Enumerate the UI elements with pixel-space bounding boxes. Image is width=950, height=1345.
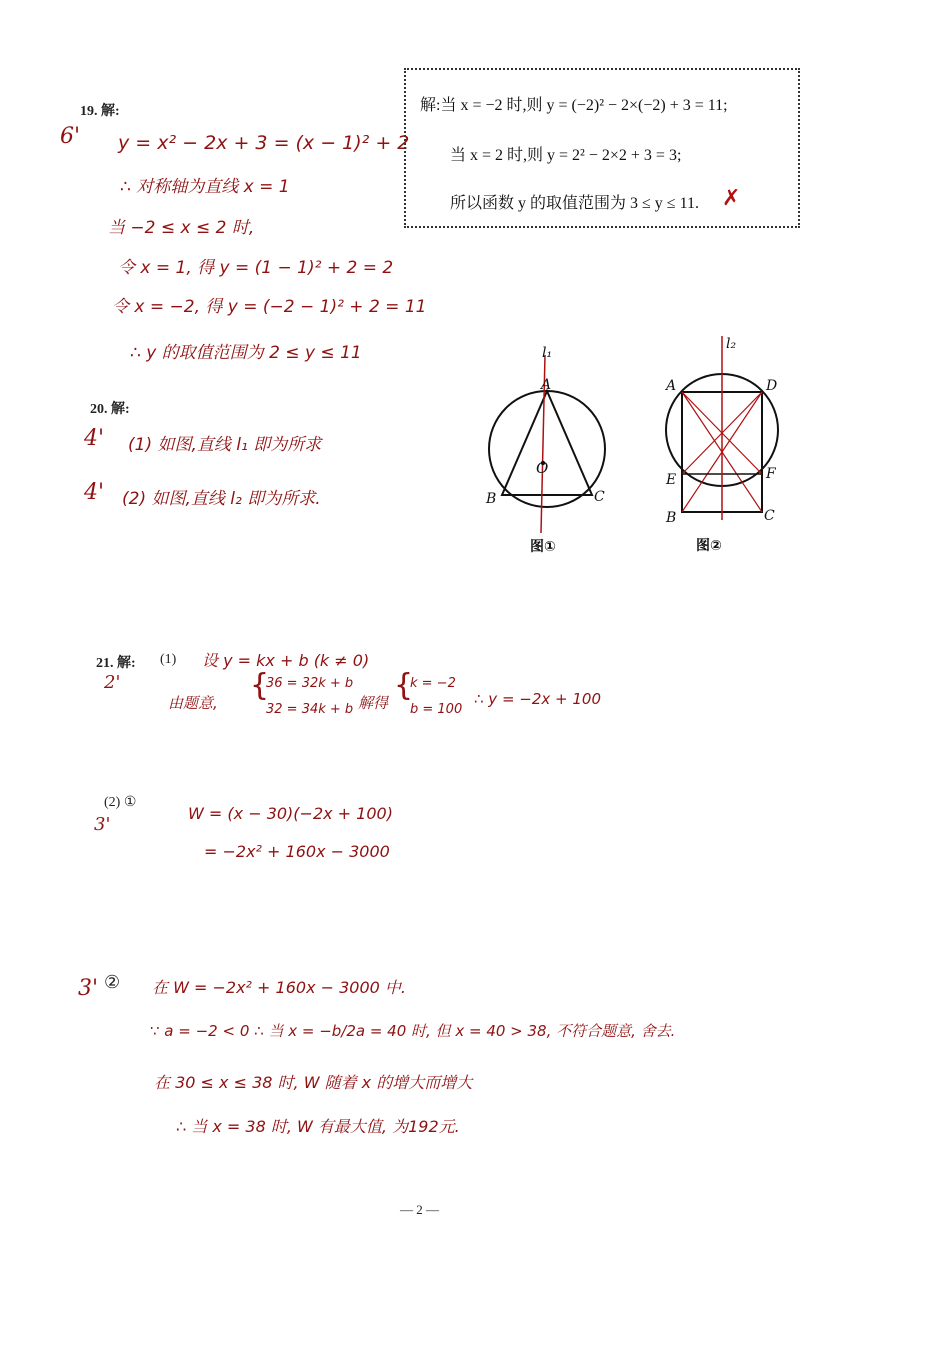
q19-line-2: ∴ 对称轴为直线 x = 1 bbox=[120, 177, 290, 197]
q19-score: 6' bbox=[60, 124, 81, 149]
q21-part2b-score: 3' bbox=[78, 976, 99, 1001]
q21-brace-2: { bbox=[394, 668, 414, 703]
q20-item1-text: (1) 如图,直线 l₁ 即为所求 bbox=[128, 435, 322, 455]
q21-part2a-line1: W = (x − 30)(−2x + 100) bbox=[188, 804, 393, 823]
fig2-label-c: C bbox=[764, 508, 775, 524]
q19-line-3: 当 −2 ≤ x ≤ 2 时, bbox=[108, 218, 255, 238]
q21-part2a-line2: = −2x² + 160x − 3000 bbox=[204, 842, 390, 861]
fig2-label-b: B bbox=[666, 510, 677, 526]
fig2-line-label: l₂ bbox=[726, 336, 737, 352]
q19-line-5: 令 x = −2, 得 y = (−2 − 1)² + 2 = 11 bbox=[112, 297, 427, 317]
q21-part2b-line1: 在 W = −2x² + 160x − 3000 中. bbox=[152, 978, 407, 997]
q21-part1-given: 由题意, bbox=[168, 694, 218, 712]
q21-part2b-marker: ② bbox=[104, 972, 121, 992]
fig1-caption: 图① bbox=[530, 539, 556, 555]
q19-line-6: ∴ y 的取值范围为 2 ≤ y ≤ 11 bbox=[130, 343, 362, 363]
figure-2 bbox=[650, 330, 790, 560]
fig1-label-b: B bbox=[486, 491, 497, 507]
fig1-line-label: l₁ bbox=[542, 345, 553, 361]
q19-label: 19. 解: bbox=[80, 104, 120, 119]
q21-part2b-line2: ∵ a = −2 < 0 ∴ 当 x = −b/2a = 40 时, 但 x = 40 > 38, 不符合题意, 舍去. bbox=[150, 1022, 676, 1040]
q19-line-1: y = x² − 2x + 3 = (x − 1)² + 2 bbox=[118, 132, 410, 154]
q21-part1-line1: 设 y = kx + b (k ≠ 0) bbox=[202, 651, 370, 670]
q21-part2a-score: 3' bbox=[94, 814, 111, 835]
q20-item2-score: 4' bbox=[84, 480, 105, 505]
q21-part1-marker: (1) bbox=[160, 652, 177, 667]
figure-1 bbox=[470, 335, 630, 565]
ref-line-2: 当 x = 2 时,则 y = 2² − 2×2 + 3 = 3; bbox=[450, 147, 682, 164]
fig2-label-f: F bbox=[766, 466, 776, 482]
ref-line-3: 所以函数 y 的取值范围为 3 ≤ y ≤ 11. bbox=[450, 195, 699, 212]
fig2-label-e: E bbox=[666, 472, 677, 488]
fig2-caption: 图② bbox=[696, 538, 722, 554]
q21-brace-1: { bbox=[250, 668, 270, 703]
q20-label: 20. 解: bbox=[90, 402, 130, 417]
q21-part1-eq1: 36 = 32k + b bbox=[266, 676, 354, 691]
fig1-label-o: O bbox=[536, 459, 549, 477]
q19-line-4: 令 x = 1, 得 y = (1 − 1)² + 2 = 2 bbox=[118, 258, 394, 278]
q21-part1-score: 2' bbox=[104, 672, 121, 693]
q21-part2a-marker: (2) ① bbox=[104, 795, 137, 810]
fig1-triangle bbox=[502, 391, 592, 495]
wrong-mark-icon: ✗ bbox=[722, 186, 741, 211]
q21-part2b-line4: ∴ 当 x = 38 时, W 有最大值, 为192元. bbox=[176, 1117, 460, 1136]
q19-reference-box bbox=[404, 68, 800, 228]
q21-part1-sol1: k = −2 bbox=[410, 676, 456, 691]
q21-part1-solve: 解得 bbox=[358, 694, 389, 712]
q21-label: 21. 解: bbox=[96, 656, 136, 671]
ref-line-1: 解:当 x = −2 时,则 y = (−2)² − 2×(−2) + 3 = 11; bbox=[420, 97, 728, 114]
page-number: — 2 — bbox=[400, 1202, 439, 1217]
q21-part1-eq2: 32 = 34k + b bbox=[266, 702, 354, 717]
q20-item1-score: 4' bbox=[84, 426, 105, 451]
fig1-label-a: A bbox=[541, 377, 552, 393]
fig1-circle bbox=[489, 391, 605, 507]
q21-part1-result: ∴ y = −2x + 100 bbox=[474, 690, 602, 708]
fig2-label-d: D bbox=[766, 378, 778, 394]
fig2-label-a: A bbox=[666, 378, 677, 394]
q21-part1-sol2: b = 100 bbox=[410, 702, 463, 717]
q20-item2-text: (2) 如图,直线 l₂ 即为所求. bbox=[122, 489, 321, 509]
fig1-label-c: C bbox=[594, 489, 605, 505]
q21-part2b-line3: 在 30 ≤ x ≤ 38 时, W 随着 x 的增大而增大 bbox=[154, 1073, 473, 1092]
